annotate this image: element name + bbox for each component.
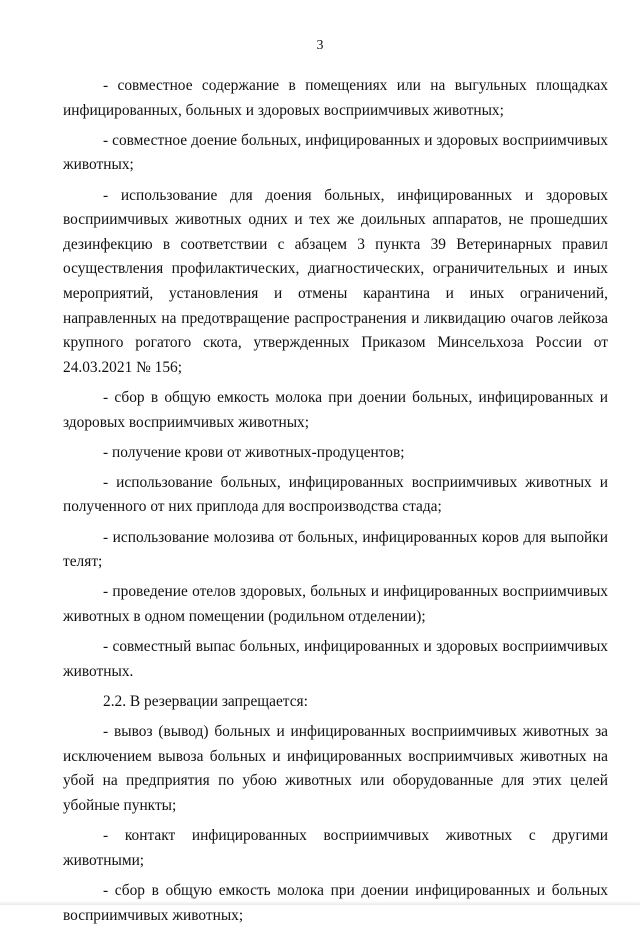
- scan-bottom-edge: [0, 901, 640, 905]
- paragraph-blood-collection: - получение крови от животных-продуцентов;: [103, 443, 405, 461]
- paragraph-milk-collection: - сбор в общую емкость молока при доении больных, инфицированных и здоровых восприимчивых животных;: [63, 388, 608, 431]
- paragraph-herd-reproduction: - использование больных, инфицированных восприимчивых животных и полученного от них приплода для воспроизводства стада;: [63, 473, 608, 516]
- paragraph-animal-contact: - контакт инфицированных восприимчивых животных с другими животными;: [63, 827, 608, 869]
- paragraph-joint-keeping: - совместное содержание в помещениях или на выгульных площадках инфицированных, больных и здоровых восприимчивых животных;: [63, 77, 608, 119]
- paragraph-calving: - проведение отелов здоровых, больных и инфицированных восприимчивых животных в одном помещении (родильном отделении);: [63, 583, 608, 626]
- paragraph-joint-grazing: - совместный выпас больных, инфицированных и здоровых восприимчивых животных.: [63, 638, 608, 680]
- page-number: 3: [316, 38, 324, 53]
- section-heading-2-2: 2.2. В резервации запрещается:: [103, 693, 308, 710]
- paragraph-milking-machines: - использование для доения больных, инфицированных и здоровых восприимчивых животных одних и тех же доильных аппаратов, не прошедших дезинфекцию в соответствии с абзацем 3 пункта 39 Ветеринарных правил осуществления профилактических, диагностических, ограничительных и иных мероприятий, установления и отмены карантина и иных ограничений, направленных на предотвращение распространения и ликвидацию очагов лейкоза крупного рогатого скота, утвержденных Приказом Минсельхоза России от 24.03.2021 № 156;: [63, 186, 608, 376]
- document-body: [63, 74, 608, 928]
- paragraph-milk-collection-reservation: - сбор в общую емкость молока при доении инфицированных и больных восприимчивых животных;: [63, 881, 608, 924]
- paragraph-joint-milking: - совместное доение больных, инфицированных и здоровых восприимчивых животных;: [63, 131, 608, 174]
- paragraph-animal-export: - вывоз (вывод) больных и инфицированных восприимчивых животных за исключением вывоза больных и инфицированных восприимчивых животных на убой на предприятия по убою животных или оборудованные для этих целей убойные пункты;: [63, 723, 608, 814]
- paragraph-colostrum-use: - использование молозива от больных, инфицированных коров для выпойки телят;: [63, 528, 608, 571]
